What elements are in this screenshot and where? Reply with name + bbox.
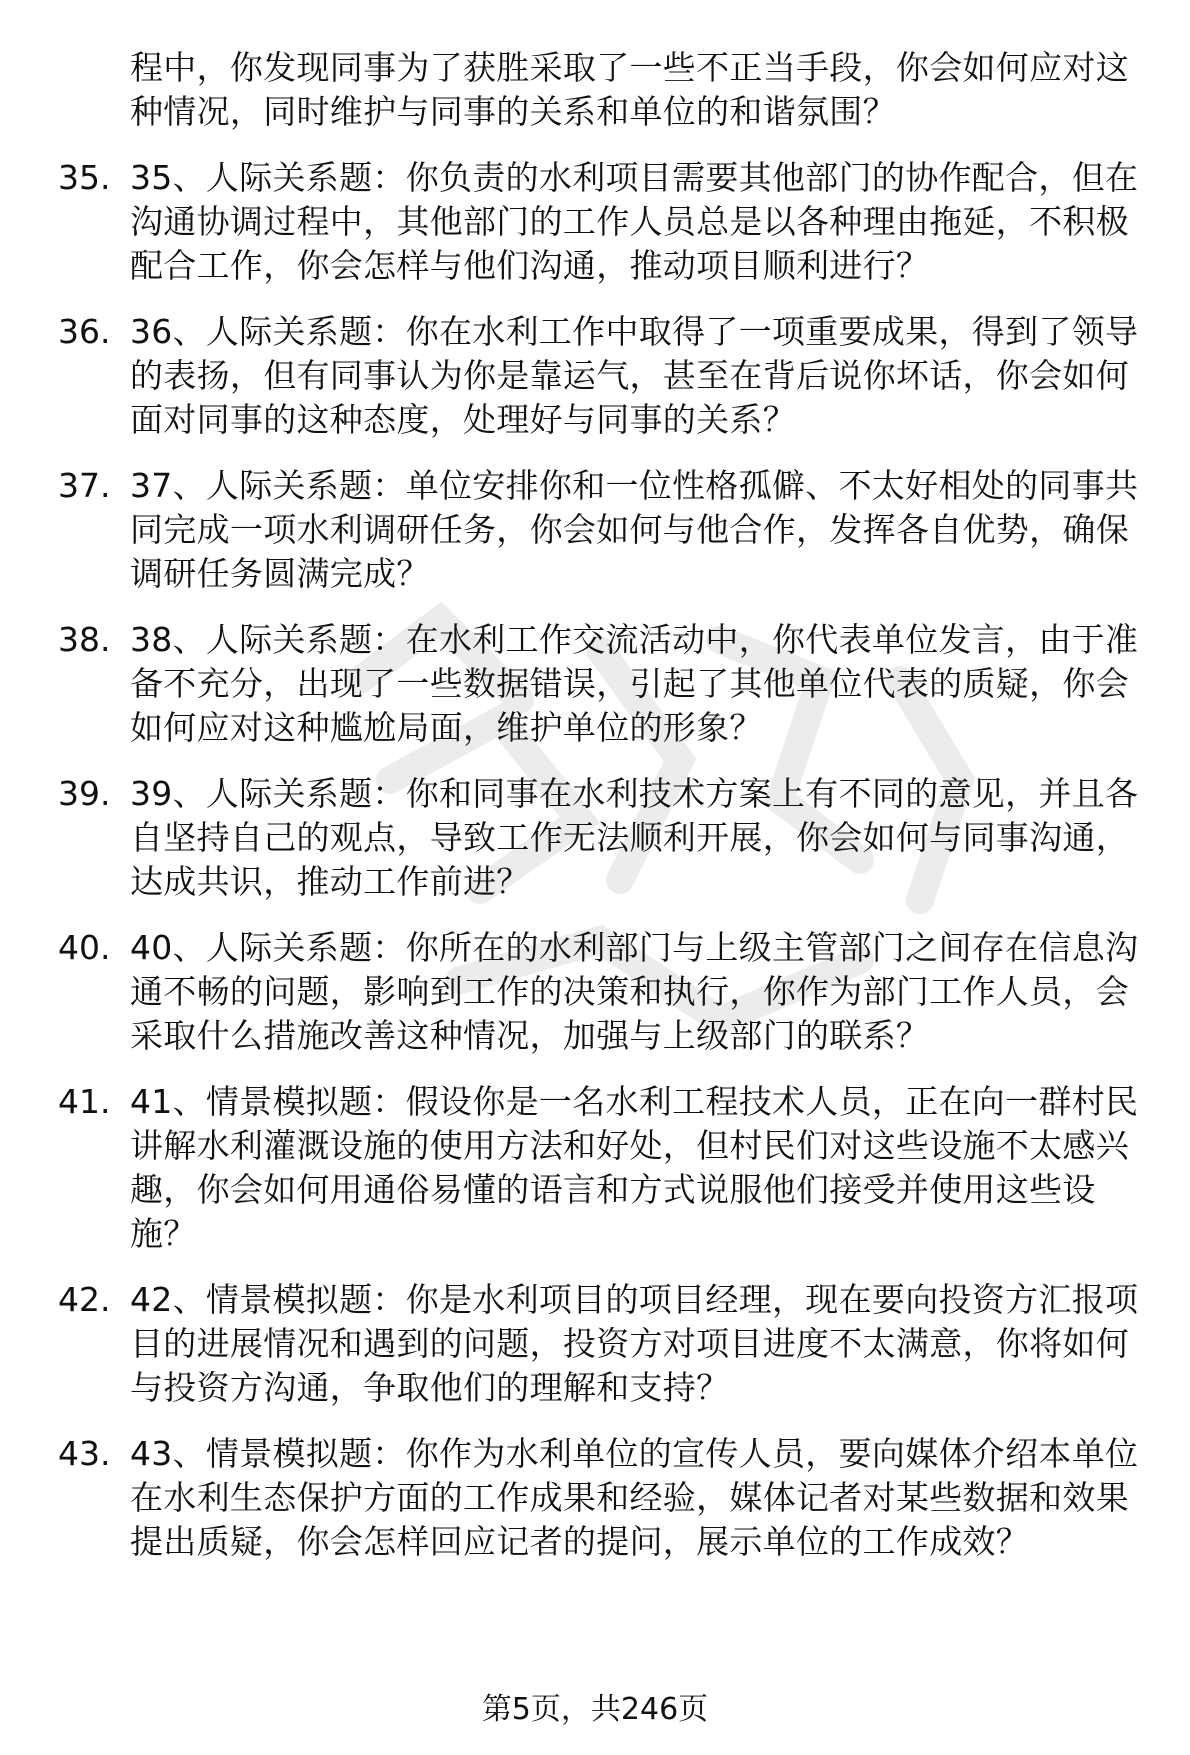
list-item [58, 1432, 1148, 1564]
continued-question-text: 程中，你发现同事为了获胜采取了一些不正当手段，你会如何应对这种情况，同时维护与同事的关系和单位的和谐氛围？ [130, 48, 1129, 131]
list-item-number: 42. [58, 1280, 111, 1319]
list-item [58, 618, 1148, 750]
list-item-text: 41、情景模拟题：假设你是一名水利工程技术人员，正在向一群村民讲解水利灌溉设施的使用方法和好处，但村民们对这些设施不太感兴趣，你会如何用通俗易懂的语言和方式说服他们接受并使用这些设施？ [130, 1082, 1139, 1253]
list-item-text: 42、情景模拟题：你是水利项目的项目经理，现在要向投资方汇报项目的进展情况和遇到的问题，投资方对项目进度不太满意，你将如何与投资方沟通，争取他们的理解和支持？ [130, 1280, 1139, 1407]
list-item-text: 39、人际关系题：你和同事在水利技术方案上有不同的意见，并且各自坚持自己的观点，导致工作无法顺利开展，你会如何与同事沟通，达成共识，推动工作前进？ [130, 774, 1139, 901]
list-item [58, 156, 1148, 288]
list-item [58, 1278, 1148, 1410]
question-list [58, 156, 1148, 1564]
list-item [58, 310, 1148, 442]
list-item-text: 38、人际关系题：在水利工作交流活动中，你代表单位发言，由于准备不充分，出现了一些数据错误，引起了其他单位代表的质疑，你会如何应对这种尴尬局面，维护单位的形象？ [130, 620, 1139, 747]
list-item-number: 38. [58, 620, 111, 659]
list-item-text: 37、人际关系题：单位安排你和一位性格孤僻、不太好相处的同事共同完成一项水利调研任务，你会如何与他合作，发挥各自优势，确保调研任务圆满完成？ [130, 466, 1139, 593]
list-item-number: 40. [58, 928, 111, 967]
list-item-text: 36、人际关系题：你在水利工作中取得了一项重要成果，得到了领导的表扬，但有同事认为你是靠运气，甚至在背后说你坏话，你会如何面对同事的这种态度，处理好与同事的关系？ [130, 312, 1139, 439]
list-item-text: 35、人际关系题：你负责的水利项目需要其他部门的协作配合，但在沟通协调过程中，其他部门的工作人员总是以各种理由拖延，不积极配合工作，你会怎样与他们沟通，推动项目顺利进行？ [130, 158, 1139, 285]
list-item-number: 35. [58, 158, 111, 197]
list-item [58, 464, 1148, 596]
list-item [58, 1080, 1148, 1256]
document-body [58, 46, 1148, 1586]
page-number-footer: 第5页，共246页 [481, 1692, 709, 1727]
list-item-number: 37. [58, 466, 111, 505]
list-item-text: 40、人际关系题：你所在的水利部门与上级主管部门之间存在信息沟通不畅的问题，影响到工作的决策和执行，你作为部门工作人员，会采取什么措施改善这种情况，加强与上级部门的联系？ [130, 928, 1139, 1055]
list-item [58, 772, 1148, 904]
list-item [58, 926, 1148, 1058]
list-item-number: 36. [58, 312, 111, 351]
list-item-text: 43、情景模拟题：你作为水利单位的宣传人员，要向媒体介绍本单位在水利生态保护方面的工作成果和经验，媒体记者对某些数据和效果提出质疑，你会怎样回应记者的提问，展示单位的工作成效？ [130, 1434, 1139, 1561]
list-item-number: 41. [58, 1082, 111, 1121]
list-item-number: 43. [58, 1434, 111, 1473]
list-item-number: 39. [58, 774, 111, 813]
